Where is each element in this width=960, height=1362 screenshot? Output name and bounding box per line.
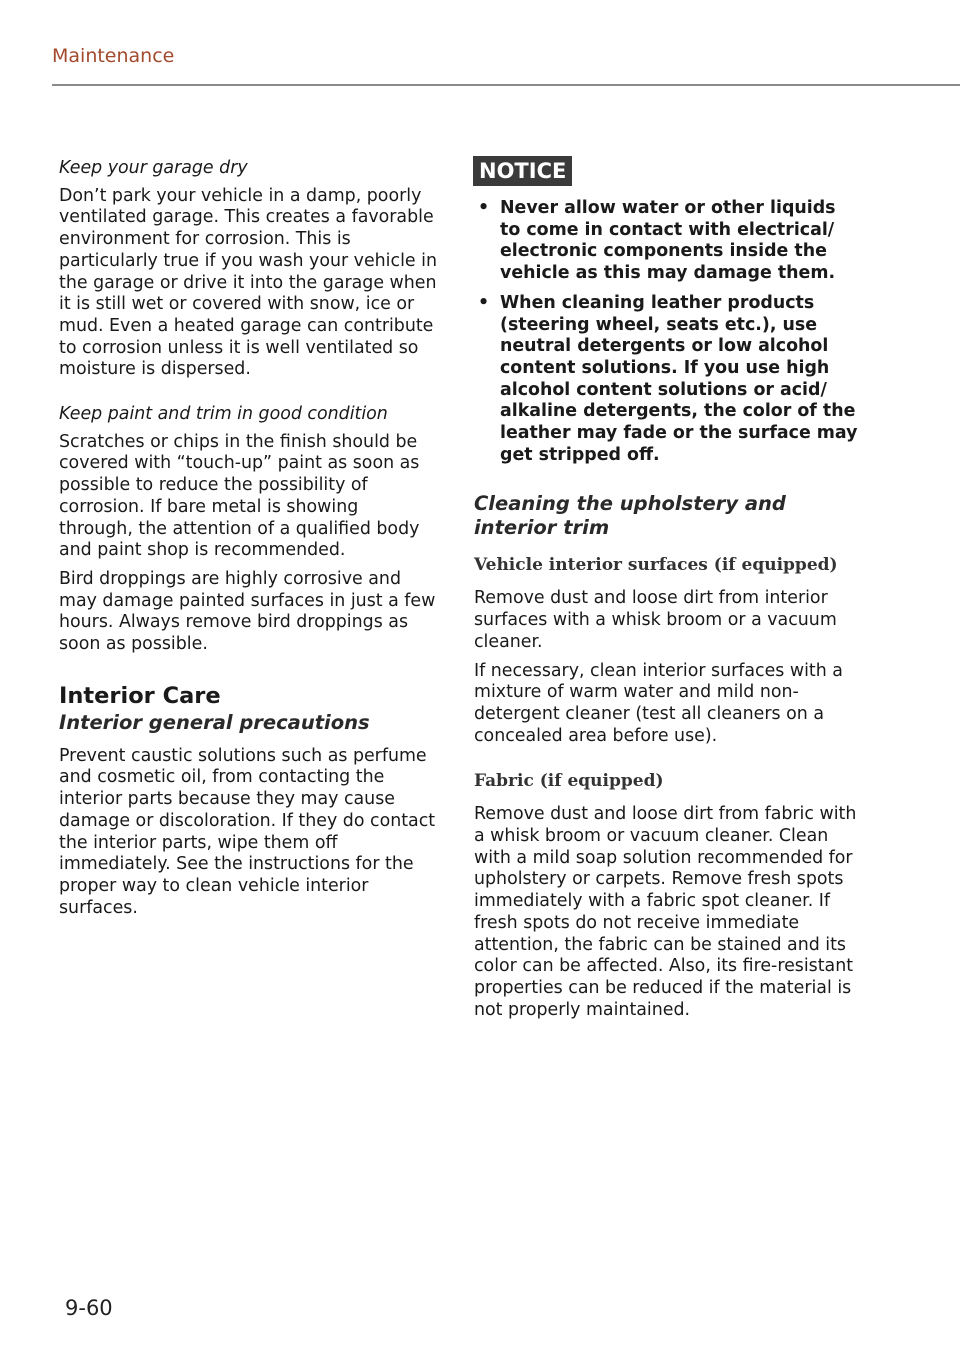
cleaning-heading: Cleaning the upholstery and interior trim xyxy=(474,492,786,540)
interior-care-heading: Interior Care xyxy=(59,682,221,709)
vehicle-surfaces-paragraph-1: Remove dust and loose dirt from interior surfaces with a whisk broom or a vacuum cleaner. xyxy=(474,588,837,652)
paint-paragraph: Scratches or chips in the finish should be covered with “touch-up” paint as soon as possible to reduce the possibility of corrosion. If bare metal is showing through, the attention of a qualified body and paint shop is recommended. xyxy=(59,431,420,561)
bird-paragraph: Bird droppings are highly corrosive and may damage painted surfaces in just a few hours. Always remove bird droppings as soon as possible. xyxy=(59,568,436,655)
notice-list xyxy=(474,198,860,466)
fabric-heading: Fabric (if equipped) xyxy=(474,771,664,792)
paint-subheading: Keep paint and trim in good condition xyxy=(59,404,388,425)
fabric-paragraph: Remove dust and loose dirt from fabric with a whisk broom or vacuum cleaner. Clean with a mild soap solution recommended for upholstery or carpets. Remove fresh spots immediately with a fabric spot cleaner. If fresh spots do not receive immediate attention, the fabric can be stained and its color can be affected. Also, its fire-resistant properties can be reduced if the material is not properly maintained. xyxy=(474,804,857,1020)
notice-item: • Never allow water or other liquids to come in contact with electrical/ electronic components inside the vehicle as this may damage them. xyxy=(474,198,860,285)
vehicle-surfaces-paragraph-2: If necessary, clean interior surfaces with a mixture of warm water and mild non-detergent cleaner (test all cleaners on a concealed area before use). xyxy=(474,660,843,746)
precautions-heading: Interior general precautions xyxy=(59,710,370,734)
left-column xyxy=(59,158,437,926)
notice-badge: NOTICE xyxy=(473,156,572,186)
garage-subheading: Keep your garage dry xyxy=(59,158,248,178)
precautions-paragraph: Prevent caustic solutions such as perfume and cosmetic oil, from contacting the interior parts because they may cause damage or discoloration. If they do contact the interior parts, wipe them off immediately. See the instructions for the proper way to clean vehicle interior surfaces. xyxy=(59,745,436,918)
notice-item: • When cleaning leather products (steering wheel, seats etc.), use neutral detergents or low alcohol content solutions. If you use high alcohol content solutions or acid/ alkaline detergents, the color of the leather may fade or the surface may get stripped off. xyxy=(474,293,860,467)
page-number: 9-60 xyxy=(65,1296,113,1320)
right-column xyxy=(474,156,860,1028)
garage-paragraph: Don’t park your vehicle in a damp, poorly ventilated garage. This creates a favorable environment for corrosion. This is particularly true if you wash your vehicle in the garage or drive it into the garage when it is still wet or covered with snow, ice or mud. Even a heated garage can contribute to corrosion unless it is well ventilated so moisture is dispersed. xyxy=(59,185,437,380)
section-header: Maintenance xyxy=(52,45,175,67)
vehicle-surfaces-heading: Vehicle interior surfaces (if equipped) xyxy=(474,555,838,576)
header-divider xyxy=(52,84,960,86)
